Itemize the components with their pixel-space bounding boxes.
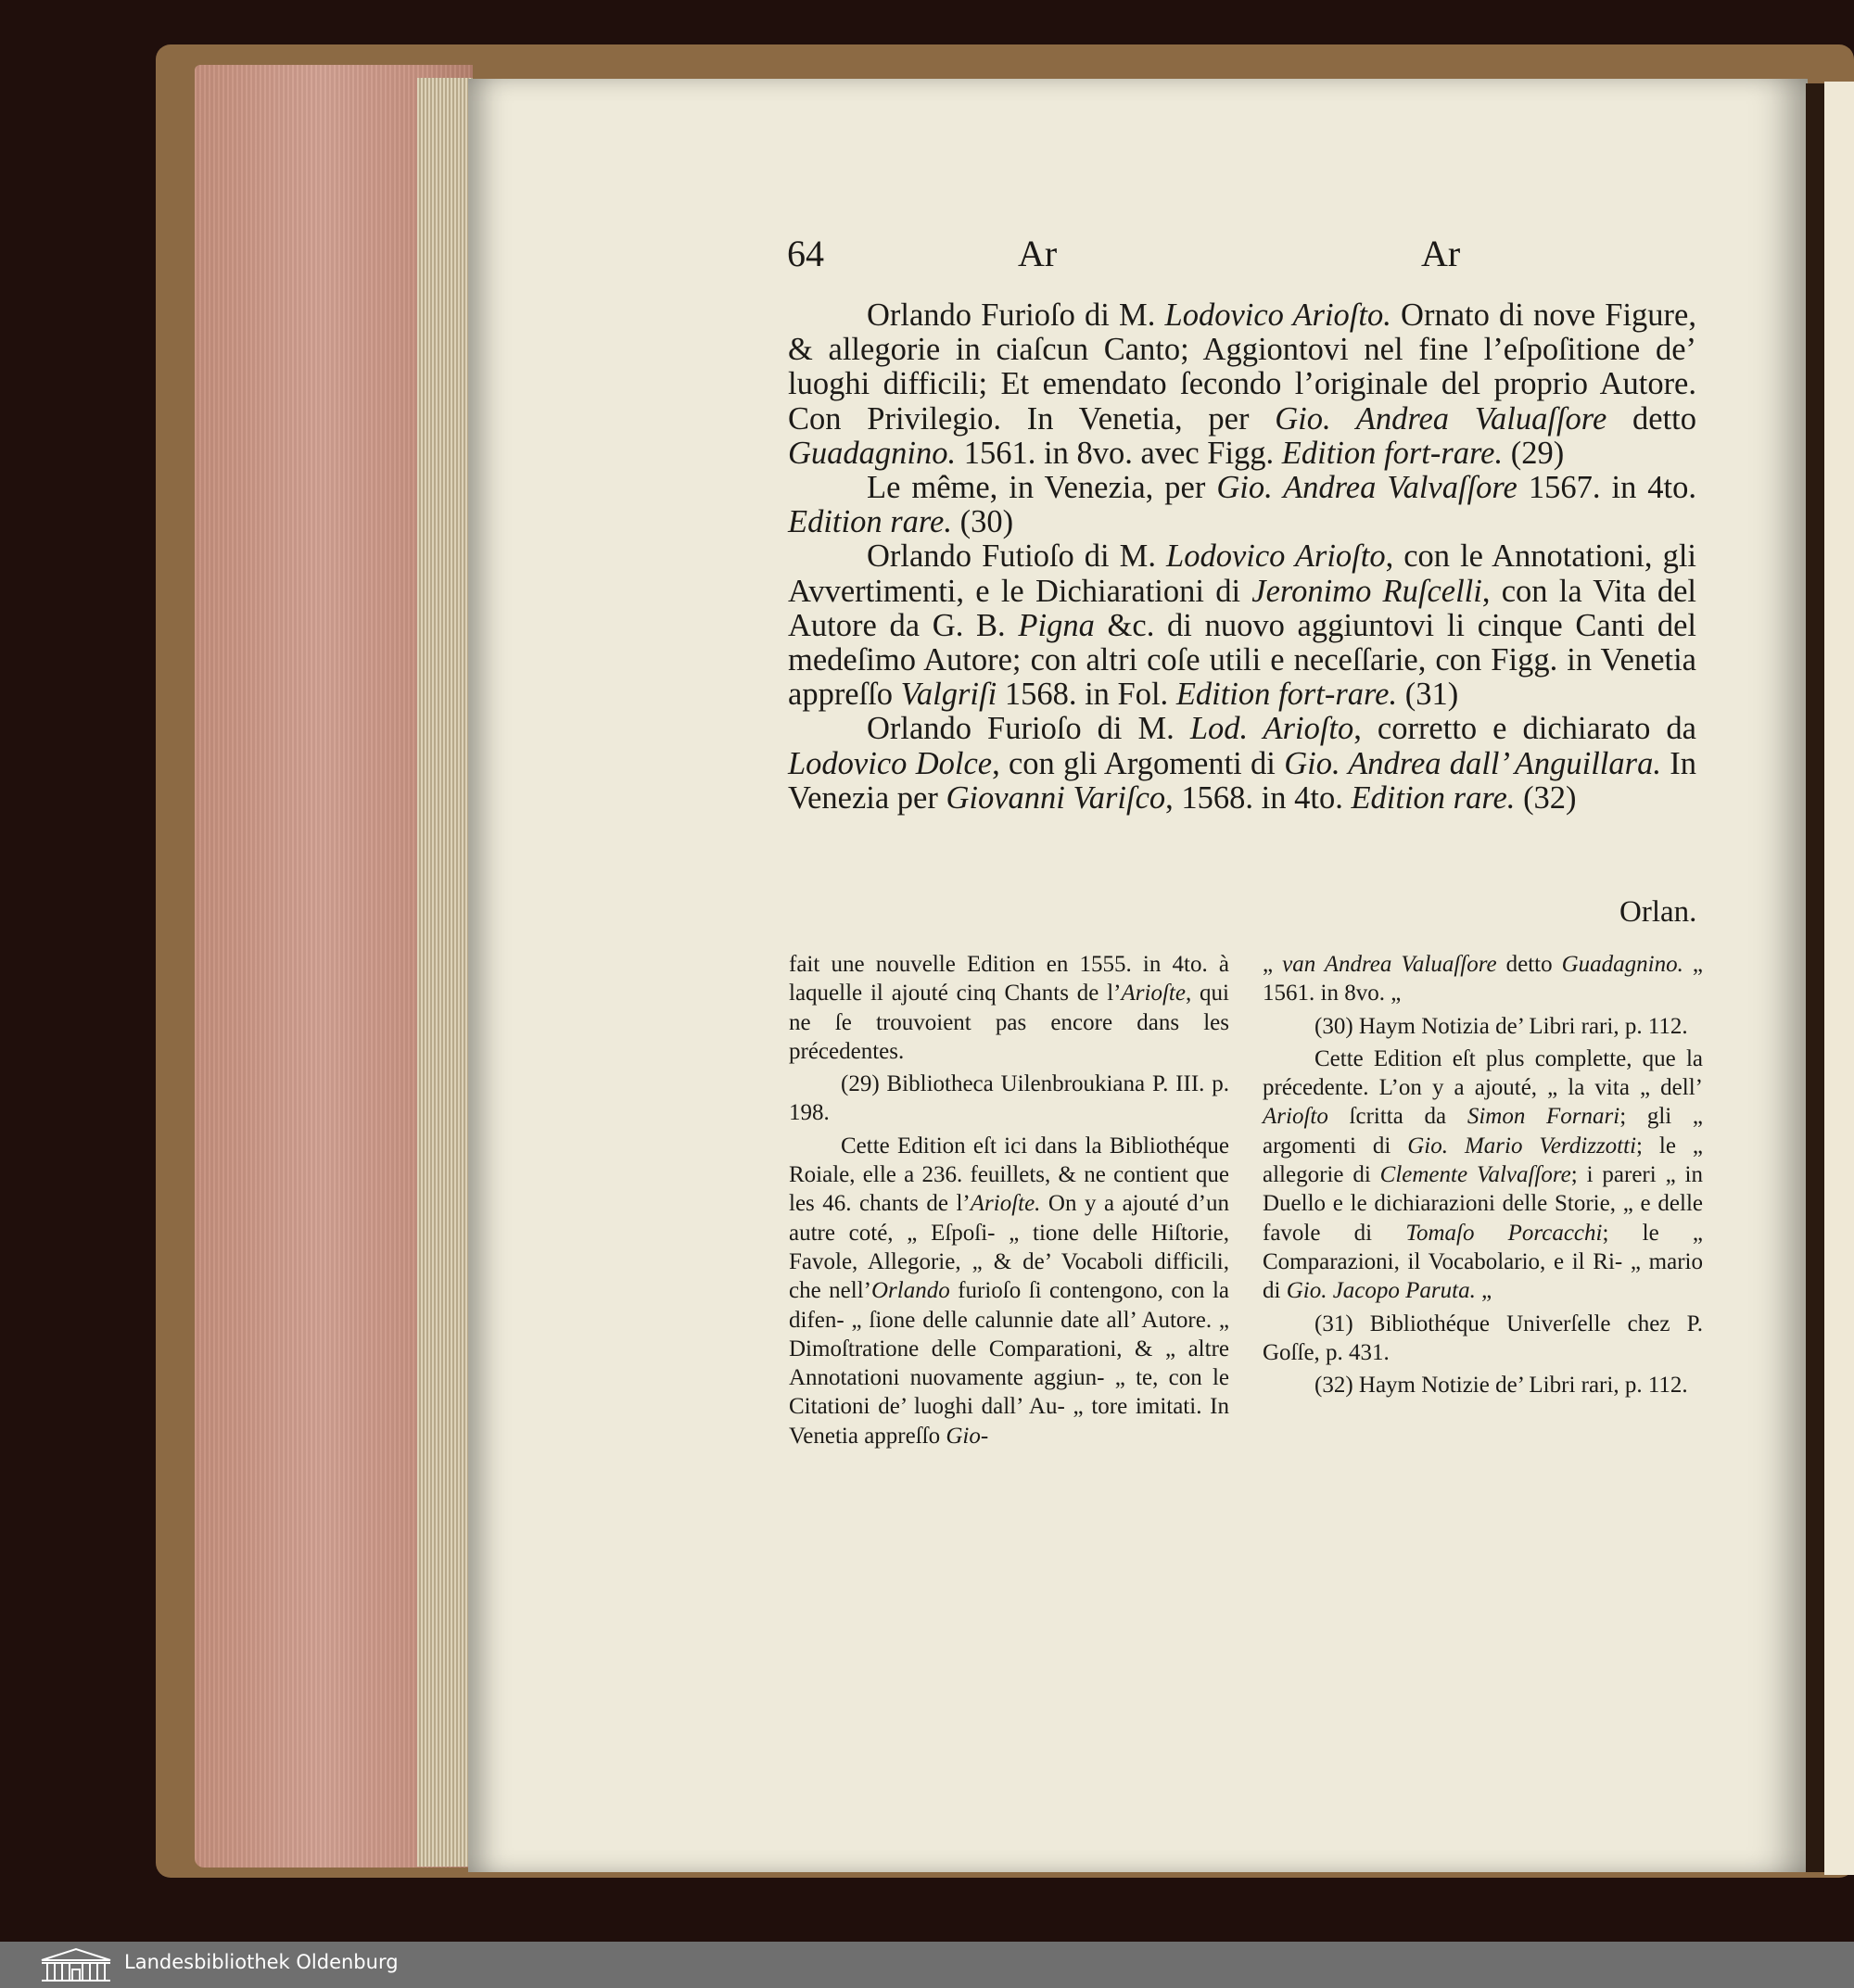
footnote-paragraph — [789, 1132, 1229, 1450]
text-run: Edition fort-rare. — [1175, 677, 1398, 713]
text-run: furioſo ſi contengono, con la difen- „ ſione delle calunnie date all’ Autore. „ Dimoſtratione delle Comparationi, & „ altre Annotationi nuovamente aggiun- „ te, con le Citationi de’ luoghi dall’ Au- „ tore imitati. In Venetia appreſſo — [789, 1278, 1229, 1449]
book-gutter — [1806, 83, 1824, 1872]
text-run: Lodovico Dolce — [788, 745, 993, 781]
text-run: Cette Edition eſt plus complette, que la précedente. L’on y a ajouté, „ la vita „ dell’ — [1263, 1045, 1703, 1101]
text-run: Gio. Jacopo Paruta. — [1286, 1278, 1476, 1304]
text-run: Edition fort-rare. — [1281, 435, 1504, 471]
text-run: Edition rare. — [1351, 779, 1516, 816]
text-run: (30) Haym Notizia de’ Libri rari, p. 112. — [1314, 1013, 1688, 1039]
text-run: Guadagnino. — [788, 435, 957, 471]
text-run: van Andrea Valuaſſore — [1282, 952, 1497, 977]
text-run: Jeronimo Ruſcelli — [1251, 573, 1482, 609]
text-run: Lodovico Arioſto. — [1164, 298, 1391, 333]
text-run: &c. di nuovo aggiuntovi li cinque Canti del medeſimo Autore; con altri coſe utili e neceſſarie, con Figg. in Venetia appreſſo — [788, 607, 1696, 713]
text-run: „ 1561. in 8vo. „ — [1263, 952, 1703, 1007]
footnote-paragraph — [1263, 1310, 1703, 1368]
right-page-sliver — [1824, 82, 1854, 1875]
text-run: „ — [1475, 1278, 1492, 1304]
text-run: Cette Edition eſt ici dans la Bibliothéque Roiale, elle a 236. feuillets, & ne contient que les 46. chants de l’ — [789, 1133, 1229, 1217]
text-run: Arioſte. — [970, 1191, 1041, 1217]
text-run: , qui ne ſe trouvoient pas encore dans les précedentes. — [789, 981, 1229, 1064]
library-building-icon — [39, 1945, 113, 1984]
entry-paragraph — [788, 298, 1696, 471]
text-run: Arioſte — [1121, 981, 1186, 1007]
page-number: 64 — [787, 233, 824, 274]
library-name: Landesbibliothek Oldenburg — [124, 1951, 399, 1973]
entry-paragraph — [788, 539, 1696, 712]
catchword: Orlan. — [1619, 895, 1697, 929]
text-run: ; le „ allegorie di — [1263, 1133, 1704, 1188]
text-run: Gio. Andrea Valvaſſore — [1216, 470, 1517, 506]
page-stack-edge — [417, 78, 473, 1867]
text-run: Orlando Furioſo di M. — [867, 298, 1165, 333]
footnote-paragraph — [1263, 950, 1703, 1008]
footnote-paragraph — [1263, 1012, 1703, 1041]
text-run: Lodovico Arioſto — [1166, 538, 1386, 575]
footnote-paragraph — [1263, 1371, 1703, 1399]
text-run: detto — [1606, 400, 1697, 437]
footnote-paragraph — [789, 1070, 1229, 1128]
text-run: Orlando Futioſo di M. — [867, 538, 1167, 575]
text-run: (32) Haym Notizie de’ Libri rari, p. 112. — [1314, 1373, 1688, 1399]
footnotes-right-column — [1263, 950, 1703, 1399]
text-run: Tomaſo Porcacchi — [1405, 1220, 1603, 1246]
text-run: ; i pareri „ in Duello e le dichiarazioni delle Storie, „ e delle favole di — [1263, 1162, 1703, 1246]
text-run: , con la Vita del Autore da G. B. — [788, 573, 1697, 643]
text-run: , con gli Argomenti di — [992, 745, 1285, 781]
text-run: detto — [1496, 952, 1562, 977]
text-run: (31) — [1397, 677, 1459, 713]
text-run: (30) — [951, 504, 1014, 540]
text-run: Guadagnino. — [1561, 952, 1683, 977]
text-run: ſcritta da — [1327, 1104, 1467, 1130]
text-run: In Venezia per — [788, 745, 1696, 816]
running-head-left: Ar — [1018, 233, 1058, 274]
text-run: , con le Annotationi, gli Avvertimenti, e le Dichiarationi di — [788, 538, 1696, 609]
text-run: Simon Fornari — [1467, 1104, 1620, 1130]
text-run: Lod. Arioſto — [1189, 711, 1354, 747]
text-run: (32) — [1515, 779, 1577, 816]
entry-paragraph — [788, 712, 1696, 816]
text-run: 1561. in 8vo. avec Figg. — [956, 435, 1282, 471]
text-run: Edition rare. — [788, 504, 952, 540]
entry-paragraph — [788, 471, 1696, 539]
text-run: Pigna — [1018, 607, 1095, 643]
text-run: (29) Bibliotheca Uilenbroukiana P. III. p. 198. — [789, 1071, 1229, 1126]
text-run: 1567. in 4to. — [1517, 470, 1697, 506]
text-run: Le même, in Venezia, per — [867, 470, 1217, 506]
text-run: Gio. Andrea dall’ Anguillara. — [1284, 745, 1661, 781]
text-run: „ — [1263, 952, 1283, 977]
text-run: Arioſto — [1263, 1104, 1328, 1130]
text-run: Ornato di nove Figure, & allegorie in ciaſcun Canto; Aggiontovi nel fine l’eſpoſitione de’ luoghi difficili; Et emendato ſecondo l’originale del proprio Autore. Con Privilegio. In Venetia, per — [788, 298, 1696, 437]
text-run: Gio- — [946, 1423, 989, 1449]
text-run: , corretto e dichiarato da — [1353, 711, 1696, 747]
text-run: On y a ajouté d’un autre coté, „ Eſpoſi- „ tione delle Hiſtorie, Favole, Allegorie, „ & de’ Vocaboli difficili, che nell’ — [789, 1191, 1229, 1304]
text-run: fait une nouvelle Edition en 1555. in 4to. à laquelle il ajouté cinq Chants de l’ — [789, 952, 1229, 1007]
text-run: Orlando Furioſo di M. — [867, 711, 1190, 747]
text-run: Clemente Valvaſſore — [1379, 1162, 1571, 1188]
text-run: Gio. Mario Verdizzotti — [1407, 1133, 1637, 1159]
text-run: (29) — [1503, 435, 1565, 471]
text-run: Valgriſi — [900, 677, 997, 713]
footnote-paragraph — [1263, 1045, 1703, 1306]
running-head-right: Ar — [1421, 233, 1461, 274]
text-run: Gio. Andrea Valuaſſore — [1275, 400, 1607, 437]
text-run: 1568. in Fol. — [997, 677, 1176, 713]
footnote-paragraph — [789, 950, 1229, 1066]
text-run: , 1568. in 4to. — [1165, 779, 1352, 816]
text-run: ; le „ Comparazioni, il Vocabolario, e il Ri- „ mario di — [1263, 1220, 1703, 1304]
text-run: Orlando — [870, 1278, 950, 1304]
text-run: ; gli „ argomenti di — [1263, 1104, 1703, 1159]
main-text-block — [788, 298, 1696, 816]
footnotes-left-column — [789, 950, 1229, 1450]
text-run: Giovanni Variſco — [946, 779, 1166, 816]
text-run: (31) Bibliothéque Univerſelle chez P. Goſſe, p. 431. — [1263, 1311, 1703, 1365]
